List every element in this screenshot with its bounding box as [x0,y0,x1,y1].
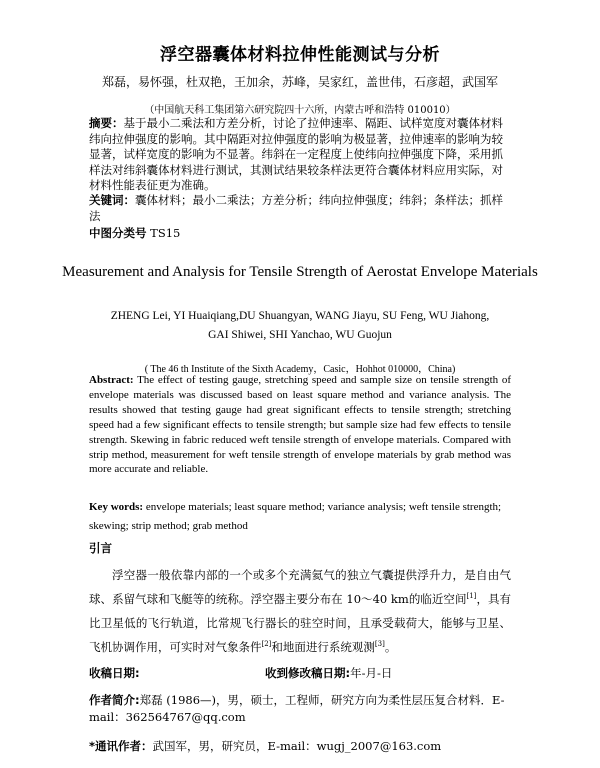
affiliation-english: ( The 46 th Institute of the Sixth Academy，Casic，Hohhot 010000，China) [144,364,456,375]
citation-1[interactable]: [1] [466,592,477,601]
abstract-english [89,373,511,477]
title-chinese: 浮空器囊体材料拉伸性能测试与分析 [160,45,440,65]
section-heading-introduction: 引言 [89,541,112,555]
revised-date-label: 收到修改稿日期: [265,666,351,680]
keywords-english-label: Key words: [89,501,144,513]
abstract-chinese [89,116,511,194]
corresponding-author-label: *通讯作者： [89,739,153,753]
corresponding-author [89,738,511,754]
keywords-chinese-label: 关键词： [89,193,135,207]
revised-date-value: 年-月-日 [350,666,393,680]
authors-english: ZHENG Lei, YI Huaiqiang,DU Shuangyan, WANG Jiayu, SU Feng, WU Jiahong, GAI Shiwei, SHI Yanchao, WU Guojun [110,310,490,341]
abstract-english-text: The effect of testing gauge, stretching speed and sample size on tensile strength of envelope materials was discussed based on least square method and variance analysis. The results showed that testing gauge had great significant effects to tensile strength; stretching speed had a few significant effects to tensile strength; but sample size had few effects to tensile strength. Skewing in fabric reduced weft tensile strength of envelope materials. Compared with strip method, measurement for weft tensile strength of envelope materials by grab method was more accurate and reliable. [89,374,511,476]
citation-3[interactable]: [3] [374,640,385,649]
intro-text-2: ，具有比卫星低的飞行轨道，比常规飞行器长的驻空时间，且承受载荷大，能够与卫星、飞机协调作用，可实时对气象条件 [89,592,512,654]
author-introduction [89,692,511,726]
abstract-chinese-text: 基于最小二乘法和方差分析，讨论了拉伸速率、隔距、试样宽度对囊体材料纬向拉伸强度的影响。其中隔距对拉伸强度的影响为极显著，拉伸速率的影响为较显著，试样宽度的影响为不显著。纬斜在一定程度上使纬向拉伸强度下降，采用抓样法对纬斜囊体材料进行测试，其测试结果较条样法更符合囊体材料应用实际，对材料性能表征更为准确。 [89,116,503,192]
authors-chinese: 郑磊，易怀强，杜双艳，王加余，苏峰，吴家红，盖世伟，石彦超，武国军 [101,75,498,89]
author-intro-label: 作者简介: [89,693,140,707]
author-intro-text: 郑磊 (1986—)，男，硕士，工程师，研究方向为柔性层压复合材料．E-mail：362564767@qq.com [89,693,505,724]
affiliation-chinese: （中国航天科工集团第六研究院四十六所，内蒙古呼和浩特 010010） [144,105,456,116]
classification-label: 中图分类号 [89,226,147,240]
revised-date [265,665,392,681]
classification-value: TS15 [150,226,181,240]
corresponding-author-text: 武国军，男，研究员，E-mail：wugj_2007@163.com [152,739,442,753]
abstract-english-label: Abstract: [89,374,134,386]
intro-text-3: 和地面进行系统观测 [271,640,375,654]
keywords-english [89,498,511,536]
received-date-label: 收稿日期: [89,666,140,680]
keywords-chinese-text: 囊体材料；最小二乘法；方差分析；纬向拉伸强度；纬斜；条样法；抓样法 [89,193,503,223]
keywords-chinese [89,193,511,224]
title-english: Measurement and Analysis for Tensile Strength of Aerostat Envelope Materials [62,264,538,280]
intro-text-4: 。 [384,640,397,654]
introduction-paragraph [89,563,511,659]
intro-text-1: 浮空器一般依靠内部的一个或多个充满氦气的独立气囊提供浮升力，是自由气球、系留气球和飞艇等的统称。浮空器主要分布在 10～40 km的临近空间 [89,568,511,606]
classification-code [89,225,180,241]
citation-2[interactable]: [2] [261,640,272,649]
keywords-english-text: envelope materials; least square method; variance analysis; weft tensile strength; skewing; strip method; grab method [89,501,502,532]
abstract-chinese-label: 摘要： [89,116,124,130]
